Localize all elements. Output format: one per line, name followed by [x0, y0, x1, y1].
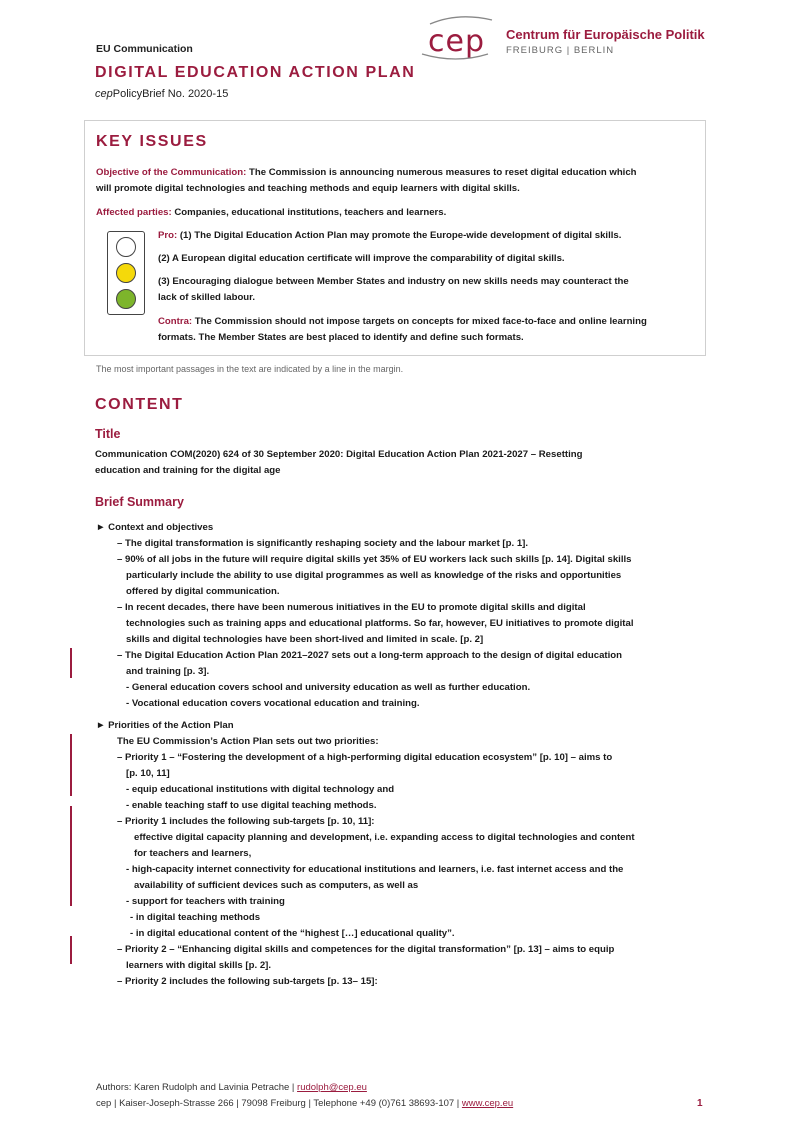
policy-brief-number — [95, 88, 228, 100]
traffic-light-white — [116, 237, 136, 257]
sub-sub-item: - in digital educational content of the “highest […] educational quality”. — [130, 928, 455, 939]
title-heading: Title — [95, 427, 121, 441]
objective-paragraph — [96, 165, 696, 196]
pro-1 — [158, 228, 698, 244]
authors-text: Authors: Karen Rudolph and Lavinia Petrache | — [96, 1082, 298, 1093]
traffic-light-icon — [107, 231, 145, 315]
list-item-cont: learners with digital skills [p. 2]. — [126, 960, 272, 971]
objective-line1: The Commission is announcing numerous measures to reset digital education which — [246, 167, 637, 178]
list-item: – Priority 2 includes the following sub-targets [p. 13– 15]: — [117, 976, 378, 987]
sub-item: - enable teaching staff to use digital teaching methods. — [126, 800, 377, 811]
traffic-light-green — [116, 289, 136, 309]
contra-line2: formats. The Member States are best placed to identify and define such formats. — [158, 331, 524, 343]
summary-heading: Brief Summary — [95, 495, 184, 509]
content-heading: CONTENT — [95, 396, 184, 413]
pro-3 — [158, 274, 698, 305]
pro-label: Pro: — [158, 230, 178, 241]
paragraph: The EU Commission’s Action Plan sets out two priorities: — [117, 736, 379, 747]
page-number: 1 — [697, 1098, 703, 1109]
footer-authors — [96, 1082, 367, 1093]
website-link[interactable]: www.cep.eu — [461, 1098, 514, 1109]
logo-subtitle: FREIBURG | BERLIN — [506, 45, 615, 56]
pro-2: (2) A European digital education certificate will improve the comparability of digital skills. — [158, 253, 565, 264]
logo-mark: cep — [428, 24, 485, 59]
cep-logo — [418, 14, 708, 60]
sub-sub-item: - in digital teaching methods — [130, 912, 261, 923]
list-item: – Priority 1 includes the following sub-targets [p. 10, 11]: — [117, 816, 375, 827]
sub-item: - equip educational institutions with digital technology and — [126, 784, 395, 795]
list-item: – Priority 2 – “Enhancing digital skills and competences for the digital transformation” [p. 13] – aims to equip — [117, 944, 615, 955]
margin-line — [70, 806, 72, 906]
footer-address — [96, 1098, 513, 1109]
key-issues-box — [84, 120, 706, 356]
list-item: – Priority 1 – “Fostering the development of a high-performing digital education ecosystem” [p. 10] – aims to — [117, 752, 613, 763]
bullet-context: ► Context and objectives — [96, 522, 214, 533]
margin-line — [70, 734, 72, 796]
list-item: – The digital transformation is significantly reshaping society and the labour market [p. 1]. — [117, 538, 529, 549]
list-item-cont: skills and digital technologies have been short-lived and limited in scale. [p. 2] — [126, 634, 484, 645]
key-issues-heading: KEY ISSUES — [96, 133, 208, 150]
contra-label: Contra: — [158, 316, 193, 327]
affected-text: Companies, educational institutions, teachers and learners. — [171, 207, 447, 218]
pro-3-line1: (3) Encouraging dialogue between Member States and industry on new skills needs may counteract the — [158, 276, 629, 287]
pro-3-line2: lack of skilled labour. — [158, 291, 256, 303]
brief-label: PolicyBrief No. 2020-15 — [112, 88, 229, 100]
title-line2: education and training for the digital age — [95, 465, 281, 476]
list-item-cont: technologies such as training apps and educational platforms. So far, however, EU initiatives to promote digital — [126, 618, 634, 629]
list-item-cont: [p. 10, 11] — [126, 768, 170, 779]
email-link[interactable]: rudolph@cep.eu — [297, 1082, 367, 1093]
list-item: – In recent decades, there have been numerous initiatives in the EU to promote digital skills and digital — [117, 602, 586, 613]
sub-item: - General education covers school and university education as well as further education. — [126, 682, 531, 693]
bullet-priorities: ► Priorities of the Action Plan — [96, 720, 234, 731]
address-text: cep | Kaiser-Joseph-Strasse 266 | 79098 Freiburg | Telephone +49 (0)761 38693-107 | — [96, 1098, 462, 1109]
list-item-cont: and training [p. 3]. — [126, 666, 210, 677]
sub-item: effective digital capacity planning and development, i.e. expanding access to digital technologies and content — [134, 832, 635, 843]
margin-line — [70, 936, 72, 964]
sub-item: - high-capacity internet connectivity for educational institutions and learners, i.e. fast internet access and the — [126, 864, 624, 875]
traffic-light-yellow — [116, 263, 136, 283]
sub-item: - support for teachers with training — [126, 896, 285, 907]
sub-item: - Vocational education covers vocational education and training. — [126, 698, 420, 709]
sub-item-cont: availability of sufficient devices such as computers, as well as — [134, 880, 419, 891]
list-item: – The Digital Education Action Plan 2021–2027 sets out a long-term approach to the design of digital education — [117, 650, 623, 661]
affected-label: Affected parties: — [96, 207, 172, 218]
list-item: – 90% of all jobs in the future will require digital skills yet 35% of EU workers lack such skills [p. 14]. Digital skills — [117, 554, 632, 565]
list-item-cont: offered by digital communication. — [126, 586, 280, 597]
sub-item-cont: for teachers and learners, — [134, 848, 252, 859]
list-item-cont: particularly include the ability to use digital programmes as well as knowledge of the risks and opportunities — [126, 570, 622, 581]
contra — [158, 314, 698, 345]
margin-note: The most important passages in the text are indicated by a line in the margin. — [96, 364, 404, 374]
contra-line1: The Commission should not impose targets on concepts for mixed face-to-face and online learning — [192, 316, 647, 327]
pro-1-text: (1) The Digital Education Action Plan may promote the Europe-wide development of digital skills. — [177, 230, 622, 241]
document-title: DIGITAL EDUCATION ACTION PLAN — [95, 64, 416, 81]
document-category: EU Communication — [96, 43, 193, 55]
objective-label: Objective of the Communication: — [96, 167, 247, 178]
margin-line — [70, 648, 72, 678]
brief-prefix: cep — [95, 88, 113, 100]
affected-paragraph — [96, 205, 696, 221]
logo-name: Centrum für Europäische Politik — [506, 27, 705, 42]
objective-line2: will promote digital technologies and teaching methods and equip learners with digital skills. — [96, 182, 520, 194]
title-line1: Communication COM(2020) 624 of 30 September 2020: Digital Education Action Plan 2021-2027 – Resetting — [95, 449, 583, 460]
